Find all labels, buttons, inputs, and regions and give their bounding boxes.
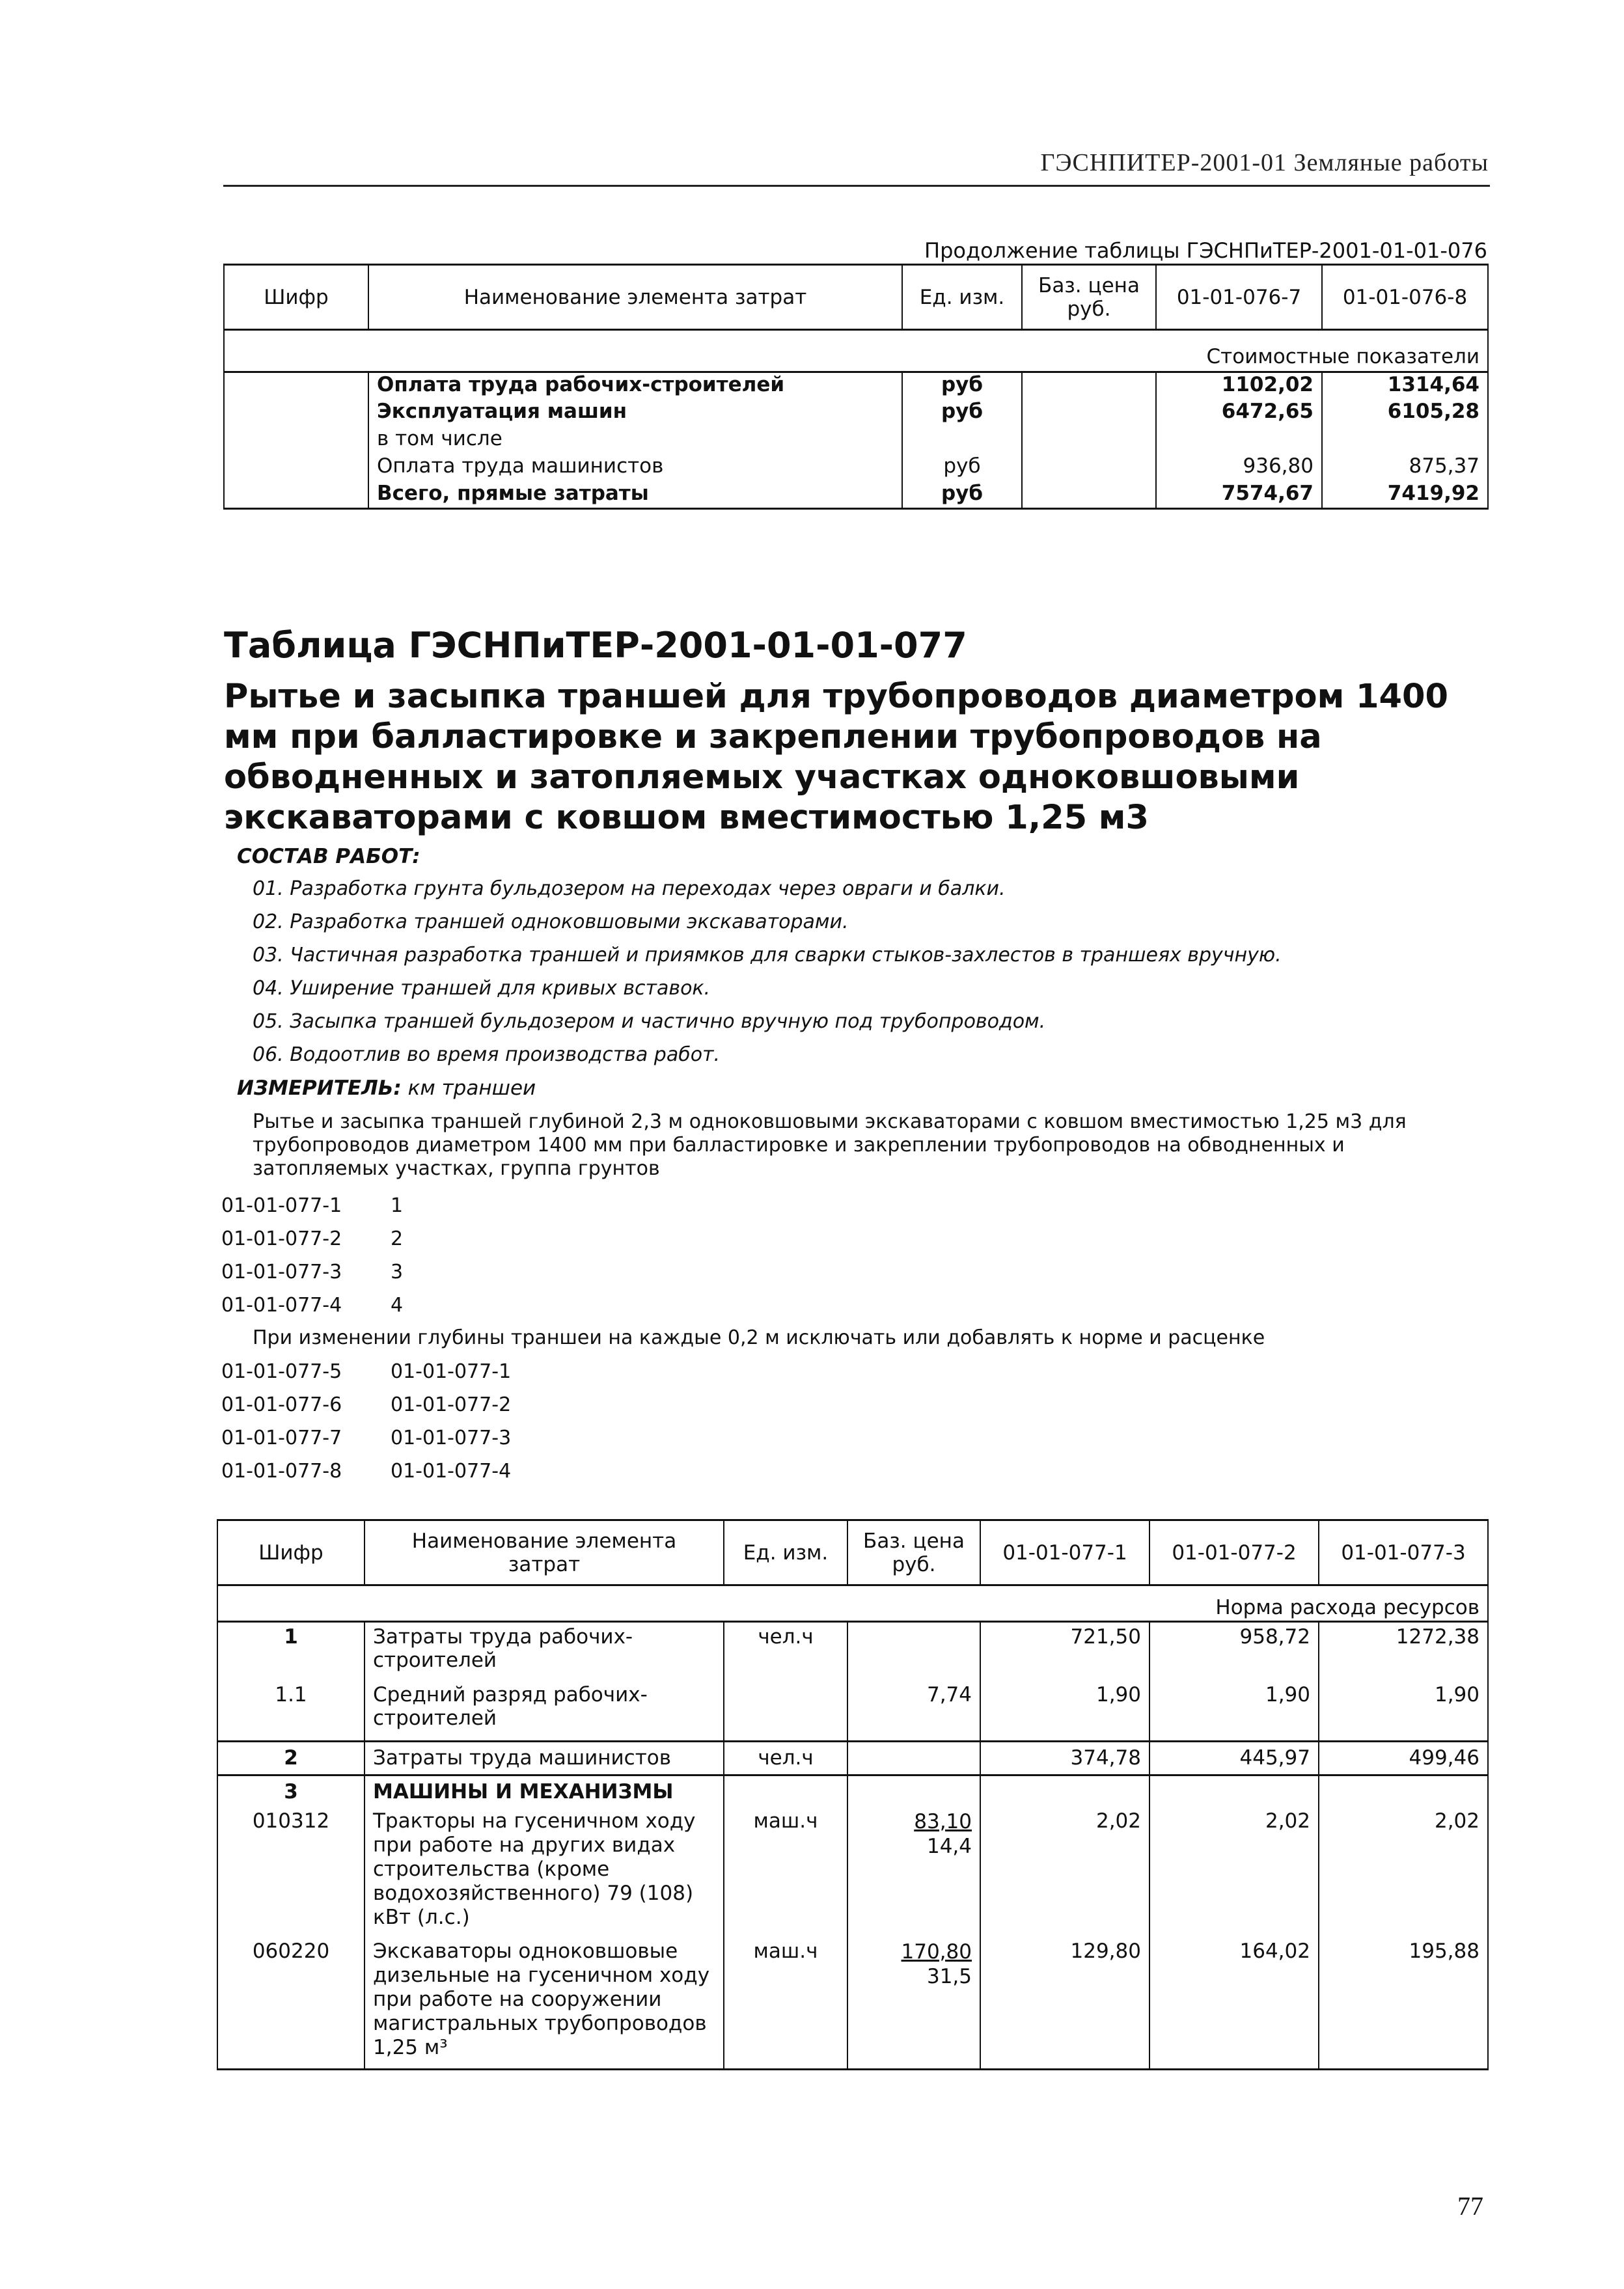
row-name: в том числе bbox=[368, 427, 902, 454]
code-row bbox=[221, 1427, 512, 1449]
code: 01-01-077-4 bbox=[221, 1294, 342, 1317]
work-item: 04. Уширение траншей для кривых вставок. bbox=[253, 977, 711, 1000]
price-wage: 31,5 bbox=[926, 1964, 972, 1988]
row-value: 195,88 bbox=[1319, 1939, 1488, 2070]
table-subheader: Норма расхода ресурсов bbox=[217, 1585, 1488, 1622]
work-item: 06. Водоотлив во время производства работ. bbox=[253, 1043, 721, 1066]
column-header: Баз. цена руб. bbox=[847, 1520, 980, 1585]
code-row bbox=[221, 1360, 512, 1383]
row-name: Оплата труда машинистов bbox=[368, 454, 902, 482]
row-name: Средний разряд рабочих-строителей bbox=[365, 1683, 724, 1742]
row-code: 2 bbox=[217, 1742, 365, 1775]
price-base: 170,80 bbox=[901, 1939, 972, 1964]
table-subheader: Стоимостные показатели bbox=[224, 330, 1488, 372]
table-row bbox=[224, 427, 1488, 454]
row-value: 875,37 bbox=[1322, 454, 1488, 482]
code-value: 01-01-077-3 bbox=[391, 1427, 512, 1449]
row-price bbox=[847, 1939, 980, 2070]
row-name: Экскаваторы одноковшовые дизельные на гусеничном ходу при работе на сооружении магистральных трубопроводов 1,25 м³ bbox=[365, 1939, 724, 2070]
row-value: 1,90 bbox=[1319, 1683, 1488, 1742]
row-unit: маш.ч bbox=[724, 1809, 847, 1939]
column-header: Наименование элемента затрат bbox=[365, 1520, 724, 1585]
cost-indicators-table bbox=[223, 264, 1489, 510]
resource-norms-table bbox=[217, 1519, 1489, 2070]
row-code: 010312 bbox=[217, 1809, 365, 1939]
column-header: Наименование элемента затрат bbox=[368, 265, 902, 330]
table-row bbox=[217, 1683, 1488, 1742]
column-header: 01-01-077-3 bbox=[1319, 1520, 1488, 1585]
column-header: 01-01-076-7 bbox=[1156, 265, 1322, 330]
row-value: 1102,02 bbox=[1156, 372, 1322, 400]
row-value: 958,72 bbox=[1149, 1622, 1319, 1683]
meter-line bbox=[237, 1076, 536, 1100]
row-unit: руб bbox=[902, 372, 1022, 400]
code-value: 3 bbox=[391, 1261, 404, 1283]
row-name: Оплата труда рабочих-строителей bbox=[368, 372, 902, 400]
code-value: 1 bbox=[391, 1194, 404, 1217]
row-unit: руб bbox=[902, 400, 1022, 427]
code-row bbox=[221, 1393, 512, 1416]
row-value: 7574,67 bbox=[1156, 482, 1322, 509]
row-price: 7,74 bbox=[847, 1683, 980, 1742]
table-row bbox=[217, 1622, 1488, 1683]
row-value: 2,02 bbox=[980, 1809, 1149, 1939]
row-value: 1,90 bbox=[1149, 1683, 1319, 1742]
row-value: 445,97 bbox=[1149, 1742, 1319, 1775]
column-header: Ед. изм. bbox=[902, 265, 1022, 330]
row-value: 1314,64 bbox=[1322, 372, 1488, 400]
row-unit: маш.ч bbox=[724, 1939, 847, 2070]
code-row bbox=[221, 1194, 404, 1217]
header-rule bbox=[223, 185, 1490, 187]
code: 01-01-077-1 bbox=[221, 1194, 342, 1217]
row-name: МАШИНЫ И МЕХАНИЗМЫ bbox=[365, 1775, 724, 1809]
running-header: ГЭСНПИТЕР-2001-01 Земляные работы bbox=[1040, 149, 1489, 176]
column-header: Шифр bbox=[224, 265, 368, 330]
code-value: 01-01-077-2 bbox=[391, 1393, 512, 1416]
row-unit: руб bbox=[902, 454, 1022, 482]
price-base: 83,10 bbox=[914, 1809, 972, 1833]
table-row bbox=[224, 400, 1488, 427]
row-unit: чел.ч bbox=[724, 1622, 847, 1683]
row-value: 129,80 bbox=[980, 1939, 1149, 2070]
code-value: 2 bbox=[391, 1227, 404, 1250]
column-header: 01-01-076-8 bbox=[1322, 265, 1488, 330]
works-label: СОСТАВ РАБОТ: bbox=[237, 845, 420, 868]
column-header: 01-01-077-2 bbox=[1149, 1520, 1319, 1585]
table-continuation-caption: Продолжение таблицы ГЭСНПиТЕР-2001-01-01-076 bbox=[924, 238, 1487, 263]
section-description: Рытье и засыпка траншей для трубопроводов диаметром 1400 мм при балластировке и закреплении трубопроводов на обводненных и затопляемых участках одноковшовыми экскаваторами с ковшом вместимостью 1,25 м3 bbox=[224, 678, 1448, 837]
row-value: 374,78 bbox=[980, 1742, 1149, 1775]
code-row bbox=[221, 1261, 404, 1283]
table-row bbox=[224, 372, 1488, 400]
code: 01-01-077-2 bbox=[221, 1227, 342, 1250]
row-value: 936,80 bbox=[1156, 454, 1322, 482]
work-item: 02. Разработка траншей одноковшовыми экскаваторами. bbox=[253, 911, 849, 933]
column-header: Баз. цена руб. bbox=[1022, 265, 1156, 330]
row-value: 6472,65 bbox=[1156, 400, 1322, 427]
table-row bbox=[224, 482, 1488, 509]
code: 01-01-077-3 bbox=[221, 1261, 342, 1283]
code-row bbox=[221, 1294, 404, 1317]
table-row bbox=[217, 1775, 1488, 1809]
row-name: Затраты труда рабочих-строителей bbox=[365, 1622, 724, 1683]
code-value: 01-01-077-4 bbox=[391, 1460, 512, 1483]
column-header: 01-01-077-1 bbox=[980, 1520, 1149, 1585]
change-paragraph: При изменении глубины траншеи на каждые 0,2 м исключать или добавлять к норме и расценке bbox=[253, 1326, 1265, 1349]
meter-label: ИЗМЕРИТЕЛЬ: bbox=[237, 1076, 402, 1100]
row-value: 499,46 bbox=[1319, 1742, 1488, 1775]
code: 01-01-077-7 bbox=[221, 1427, 342, 1449]
work-item: 05. Засыпка траншей бульдозером и частично вручную под трубопроводом. bbox=[253, 1010, 1046, 1033]
code-value: 4 bbox=[391, 1294, 404, 1317]
row-value: 2,02 bbox=[1149, 1809, 1319, 1939]
row-name: Затраты труда машинистов bbox=[365, 1742, 724, 1775]
row-value: 164,02 bbox=[1149, 1939, 1319, 2070]
table-row bbox=[217, 1809, 1488, 1939]
row-value: 7419,92 bbox=[1322, 482, 1488, 509]
row-value: 1272,38 bbox=[1319, 1622, 1488, 1683]
code: 01-01-077-5 bbox=[221, 1360, 342, 1383]
row-code: 060220 bbox=[217, 1939, 365, 2070]
work-item: 01. Разработка грунта бульдозером на переходах через овраги и балки. bbox=[253, 877, 1006, 900]
row-code: 1.1 bbox=[217, 1683, 365, 1742]
row-value: 2,02 bbox=[1319, 1809, 1488, 1939]
row-price bbox=[847, 1809, 980, 1939]
row-unit: чел.ч bbox=[724, 1742, 847, 1775]
code-row bbox=[221, 1227, 404, 1250]
table-row bbox=[217, 1742, 1488, 1775]
meter-value: км траншеи bbox=[407, 1076, 536, 1100]
code: 01-01-077-8 bbox=[221, 1460, 342, 1483]
table-row bbox=[217, 1939, 1488, 2070]
row-code: 1 bbox=[217, 1622, 365, 1683]
row-code: 3 bbox=[217, 1775, 365, 1809]
intro-paragraph: Рытье и засыпка траншей глубиной 2,3 м одноковшовыми экскаваторами с ковшом вместимостью 1,25 м3 для трубопроводов диаметром 1400 мм при балластировке и закреплении трубопроводов на обводненных и затопляемых участках, группа грунтов bbox=[253, 1110, 1407, 1180]
work-item: 03. Частичная разработка траншей и приямков для сварки стыков-захлестов в траншеях вручную. bbox=[253, 944, 1282, 966]
row-name: Всего, прямые затраты bbox=[368, 482, 902, 509]
row-value: 1,90 bbox=[980, 1683, 1149, 1742]
page-number: 77 bbox=[1457, 2191, 1483, 2221]
row-value: 721,50 bbox=[980, 1622, 1149, 1683]
table-row bbox=[224, 454, 1488, 482]
section-title: Таблица ГЭСНПиТЕР-2001-01-01-077 bbox=[224, 625, 967, 666]
code: 01-01-077-6 bbox=[221, 1393, 342, 1416]
row-name: Эксплуатация машин bbox=[368, 400, 902, 427]
row-unit: руб bbox=[902, 482, 1022, 509]
code-row bbox=[221, 1460, 512, 1483]
code-value: 01-01-077-1 bbox=[391, 1360, 512, 1383]
row-name: Тракторы на гусеничном ходу при работе на других видах строительства (кроме водохозяйственного) 79 (108) кВт (л.с.) bbox=[365, 1809, 724, 1939]
column-header: Ед. изм. bbox=[724, 1520, 847, 1585]
column-header: Шифр bbox=[217, 1520, 365, 1585]
price-wage: 14,4 bbox=[926, 1834, 972, 1858]
row-value: 6105,28 bbox=[1322, 400, 1488, 427]
